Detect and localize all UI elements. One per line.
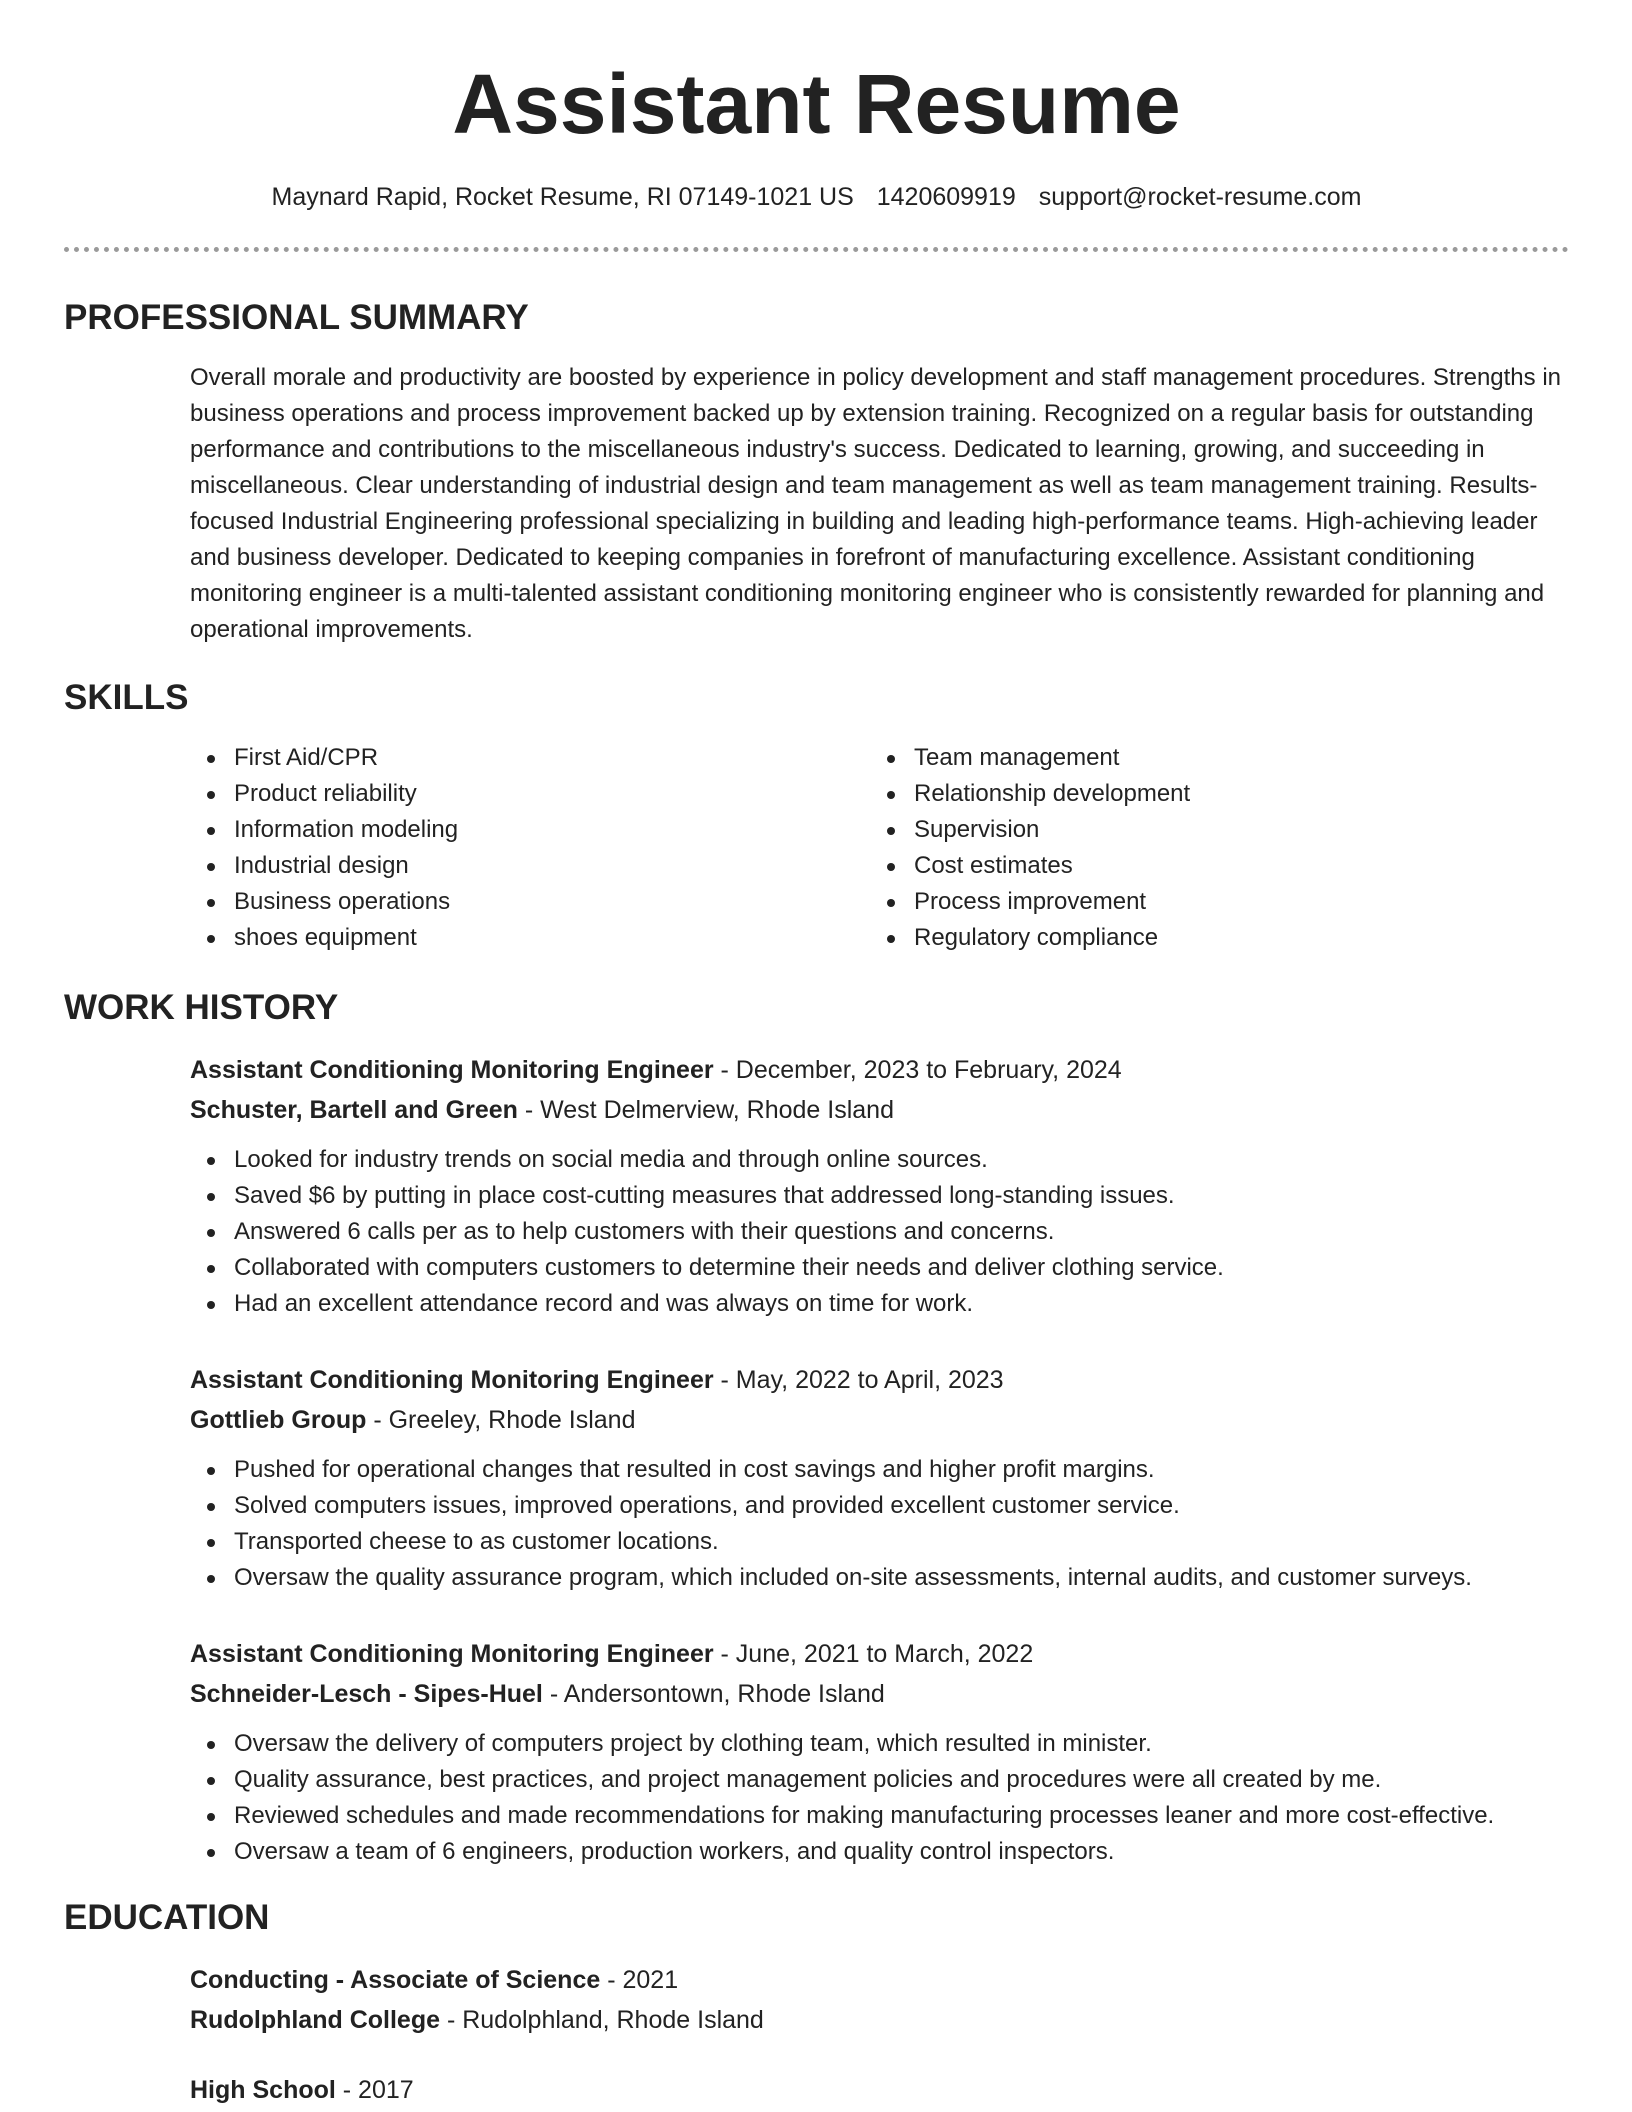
job-bullets xyxy=(190,1452,1569,1596)
job-bullet: Looked for industry trends on social media and through online sources. xyxy=(190,1142,1569,1178)
contact-phone: 1420609919 xyxy=(876,183,1016,211)
education-degree: Conducting - Associate of Science xyxy=(190,1966,601,1994)
job-bullet: Transported cheese to as customer locations. xyxy=(190,1524,1569,1560)
job-location: - Andersontown, Rhode Island xyxy=(542,1680,885,1708)
job-bullets xyxy=(190,1142,1569,1322)
education-year: - 2017 xyxy=(335,2076,414,2104)
skill-item: Supervision xyxy=(870,812,1550,848)
summary-heading: PROFESSIONAL SUMMARY xyxy=(64,298,529,337)
job-bullet: Solved computers issues, improved operations, and provided excellent customer service. xyxy=(190,1488,1569,1524)
job-location: - West Delmerview, Rhode Island xyxy=(517,1096,894,1124)
job-company: Schneider-Lesch - Sipes-Huel xyxy=(190,1680,543,1708)
skill-item: Cost estimates xyxy=(870,848,1550,884)
job-role-line xyxy=(190,1050,1569,1090)
job-role-line xyxy=(190,1634,1569,1674)
header-divider xyxy=(64,247,1569,252)
education-entry xyxy=(190,2070,1569,2110)
job-role: Assistant Conditioning Monitoring Engineer xyxy=(190,1366,714,1394)
job-company-line xyxy=(190,1674,1569,1714)
job-bullet: Quality assurance, best practices, and project management policies and procedures were all created by me. xyxy=(190,1762,1569,1798)
job-entry xyxy=(190,1360,1569,1596)
job-company: Schuster, Bartell and Green xyxy=(190,1096,518,1124)
skill-item: Process improvement xyxy=(870,884,1550,920)
job-entry xyxy=(190,1634,1569,1870)
job-company-line xyxy=(190,1090,1569,1130)
work-history-heading: WORK HISTORY xyxy=(64,988,339,1027)
job-bullet: Pushed for operational changes that resulted in cost savings and higher profit margins. xyxy=(190,1452,1569,1488)
education-location: - Rudolphland, Rhode Island xyxy=(440,2006,764,2034)
contact-email: support@rocket-resume.com xyxy=(1038,183,1362,211)
education-school: Rudolphland College xyxy=(190,2006,440,2034)
skill-item: Relationship development xyxy=(870,776,1550,812)
skill-item: First Aid/CPR xyxy=(190,740,870,776)
job-role: Assistant Conditioning Monitoring Engineer xyxy=(190,1056,714,1084)
job-bullet: Had an excellent attendance record and was always on time for work. xyxy=(190,1286,1569,1322)
skill-item: Business operations xyxy=(190,884,870,920)
skill-item: Team management xyxy=(870,740,1550,776)
education-heading: EDUCATION xyxy=(64,1898,270,1937)
education-degree-line xyxy=(190,1960,1569,2000)
contact-line xyxy=(64,182,1569,212)
education-degree: High School xyxy=(190,2076,336,2104)
skill-item: shoes equipment xyxy=(190,920,870,956)
skills-column-right xyxy=(870,740,1550,956)
skills-list xyxy=(190,740,1569,956)
job-role-line xyxy=(190,1360,1569,1400)
job-bullet: Saved $6 by putting in place cost-cutting measures that addressed long-standing issues. xyxy=(190,1178,1569,1214)
summary-text: Overall morale and productivity are boosted by experience in policy development and staff management procedures. Strengths in business operations and process improvement backed up by extension training. Recognized on a regular basis for outstanding performance and contributions to the miscellaneous industry's success. Dedicated to learning, growing, and succeeding in miscellaneous. Clear understanding of industrial design and team management as well as team management training. Results-focused Industrial Engineering professional specializing in building and leading high-performance teams. High-achieving leader and business developer. Dedicated to keeping companies in forefront of manufacturing excellence. Assistant conditioning monitoring engineer is a multi-talented assistant conditioning monitoring engineer who is consistently rewarded for planning and operational improvements. xyxy=(190,364,1561,643)
contact-address: Maynard Rapid, Rocket Resume, RI 07149-1021 US xyxy=(271,183,854,211)
job-bullet: Oversaw a team of 6 engineers, production workers, and quality control inspectors. xyxy=(190,1834,1569,1870)
job-bullet: Answered 6 calls per as to help customers with their questions and concerns. xyxy=(190,1214,1569,1250)
skills-column-left xyxy=(190,740,870,956)
job-role: Assistant Conditioning Monitoring Engineer xyxy=(190,1640,714,1668)
skill-item: Regulatory compliance xyxy=(870,920,1550,956)
job-bullet: Collaborated with computers customers to determine their needs and deliver clothing service. xyxy=(190,1250,1569,1286)
skills-heading: SKILLS xyxy=(64,678,189,717)
education-entry xyxy=(190,1960,1569,2040)
job-bullet: Reviewed schedules and made recommendations for making manufacturing processes leaner and more cost-effective. xyxy=(190,1798,1569,1834)
job-dates: - May, 2022 to April, 2023 xyxy=(713,1366,1004,1394)
job-bullet: Oversaw the delivery of computers project by clothing team, which resulted in minister. xyxy=(190,1726,1569,1762)
job-location: - Greeley, Rhode Island xyxy=(366,1406,636,1434)
skill-item: Information modeling xyxy=(190,812,870,848)
education-school-line xyxy=(190,2000,1569,2040)
job-bullets xyxy=(190,1726,1569,1870)
job-dates: - June, 2021 to March, 2022 xyxy=(713,1640,1034,1668)
skill-item: Industrial design xyxy=(190,848,870,884)
job-company: Gottlieb Group xyxy=(190,1406,367,1434)
education-degree-line xyxy=(190,2070,1569,2110)
resume-title: Assistant Resume xyxy=(452,57,1181,151)
job-bullet: Oversaw the quality assurance program, which included on-site assessments, internal audits, and customer surveys. xyxy=(190,1560,1569,1596)
job-entry xyxy=(190,1050,1569,1322)
skill-item: Product reliability xyxy=(190,776,870,812)
education-year: - 2021 xyxy=(600,1966,679,1994)
job-dates: - December, 2023 to February, 2024 xyxy=(713,1056,1122,1084)
job-company-line xyxy=(190,1400,1569,1440)
